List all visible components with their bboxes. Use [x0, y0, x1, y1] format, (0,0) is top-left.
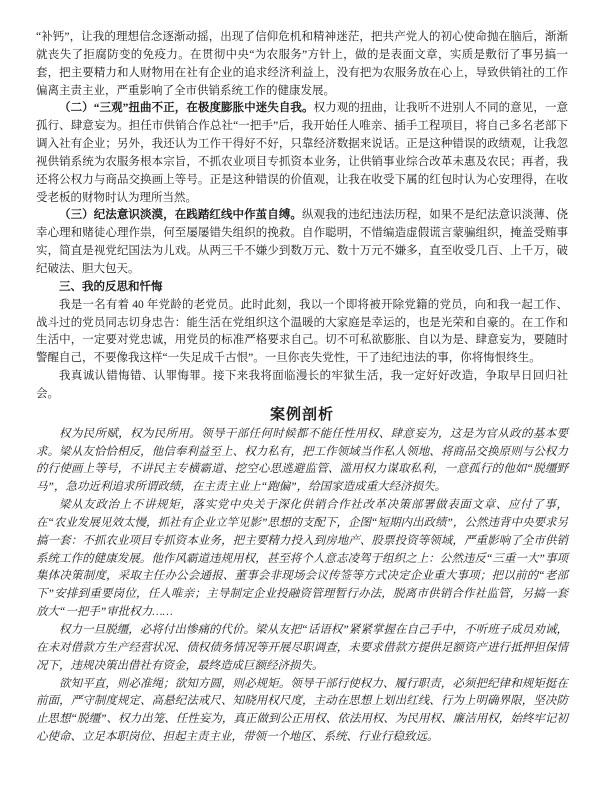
analysis-paragraph-4: 欲知平直，则必准绳；欲知方圆，则必规矩。领导干部行使权力、履行职责，必须把纪律和规矩挺在前面，严守制度规定、高悬纪法戒尺、知晓用权尺度，主动在思想上划出红线、行为上明确界限，坚决防止思想“脱缰”、权力出笼、任性妄为，真正做到公正用权、依法用权、为民用权、廉洁用权，始终牢记初心使命、立足本职岗位、担起主责主业，带领一个地区、系统、行业行稳致远。 [36, 677, 568, 744]
analysis-paragraph-1: 权为民所赋，权为民所用。领导干部任何时候都不能任性用权、肆意妄为，这是为官从政的基本要求。梁从友恰恰相反，他信奉利益至上、权力私有，把工作领域当作私人领地、将商品交换原则与公权力的行使画上等号，不讲民主专横霸道、挖空心思逃避监管、滥用权力谋取私利，一意孤行的他如“脱缰野马”，急功近利追求所谓政绩，在主责主业上“跑偏”，给国家造成重大经济损失。 [36, 427, 568, 494]
reflection-paragraph-2: 我真诚认错悔错、认罪悔罪。接下来我将面临漫长的牢狱生活，我一定好好改造，争取早日回归社会。 [36, 370, 568, 400]
reflection-paragraph-1: 我是一名有着 40 年党龄的老党员。此时此刻，我以一个即将被开除党籍的党员，向和我一起工作、战斗过的党员同志切身忠告：能生活在党组织这个温暖的大家庭是幸运的，也是光荣和自豪的。在工作和生活中，一定要对党忠诚，用党员的标准严格要求自己。切不可私欲膨胀、自以为是、肆意妄为，要随时警醒自己，不要像我这样“一失足成千古恨”。一旦你丧失党性，干了违纪违法的事，你将悔恨终生。 [36, 298, 568, 365]
document-content [36, 29, 568, 747]
analysis-section-heading: 案例剖析 [269, 406, 334, 423]
confession-paragraph-discipline [36, 207, 568, 278]
analysis-paragraph-3: 权力一旦脱缰，必将付出惨痛的代价。梁从友把“话语权”紧紧掌握在自己手中，不听班子成员劝诫，在未对借款方生产经营状况、债权债务情况等开展尽职调查，未要求借款方提供足额资产进行抵押担保情况下，违规决策出借社有资金，最终造成巨额经济损失。 [36, 624, 568, 672]
confession-continuation-paragraph: “补钙”，让我的理想信念逐渐动摇，出现了信仰危机和精神迷茫，把共产党人的初心使命抛在脑后，渐渐就丧失了拒腐防变的免疫力。在贯彻中央“为农服务”方针上，做的是表面文章，实质是敷衍了事另搞一套，把主要精力和人财物用在社有企业的追求经济利益上，没有把为农服务放在心上，导致供销社的工作偏离主责主业，严重影响了全市供销系统工作的健康发展。 [36, 31, 568, 97]
analysis-paragraph-2: 梁从友政治上不讲规矩，落实党中央关于深化供销合作社改革决策部署做表面文章、应付了事，在“农业发展见效太慢，抓社有企业立竿见影”思想的支配下，企图“短期内出政绩”，公然违背中央要求另搞一套：不抓农业项目专抓资本业务，把主要精力投入到房地产、股票投资等领域，严重影响了全市供销系统工作的健康发展。他作风霸道违规用权，甚至将个人意志凌驾于组织之上：公然违反“三重一大”事项集体决策制度，采取主任办公会通报、董事会非现场会议传签等方式决定企业重大事项；把以前的“老部下”安排到重要岗位，任人唯亲；主导制定企业投融资管理暂行办法，脱离市供销合作社监管，另搞一套放大“一把手”审批权力…… [36, 499, 568, 619]
paragraph-body-discipline: 纵观我的违纪违法历程，如果不是纪法意识淡薄、侥幸心理和赌徒心理作祟，何至屡屡错失组织的挽救。自作聪明，不惜编造虚假谎言蒙骗组织，掩盖受贿事实，简直是视党纪国法为儿戏。从两三千不嫌少到数万元、数十万元不嫌多，直至收受几百、上千万，破纪破法、胆大包天。 [36, 209, 569, 275]
paragraph-body-three-views: 权力观的扭曲，让我听不进别人不同的意见，一意孤行、肆意妄为。担任市供销合作总社“一把手”后，我开始任人唯亲、插手工程项目，将自己多名老部下调入社有企业；另外，我还认为工作干得好不好，只靠经济数据来说话。正是这种错误的政绩观，让我忽视供销系统为农服务根本宗旨，不抓农业项目专抓资本业务，让供销事业综合改革未惠及农民；再者，我还将公权力与商品交换画上等号。正是这种错误的价值观，让我在收受下属的红包时认为心安理得，在收受老板的财物时认为理所当然。 [36, 102, 569, 204]
reflection-section-heading: 三、我的反思和忏悔 [59, 280, 163, 293]
paragraph-lead-three-views: （二）“三观”扭曲不正，在极度膨胀中迷失自我。 [59, 102, 314, 115]
paragraph-lead-discipline: （三）纪法意识淡漠，在践踏红线中作茧自缚。 [59, 209, 302, 222]
confession-paragraph-three-views [36, 100, 568, 207]
